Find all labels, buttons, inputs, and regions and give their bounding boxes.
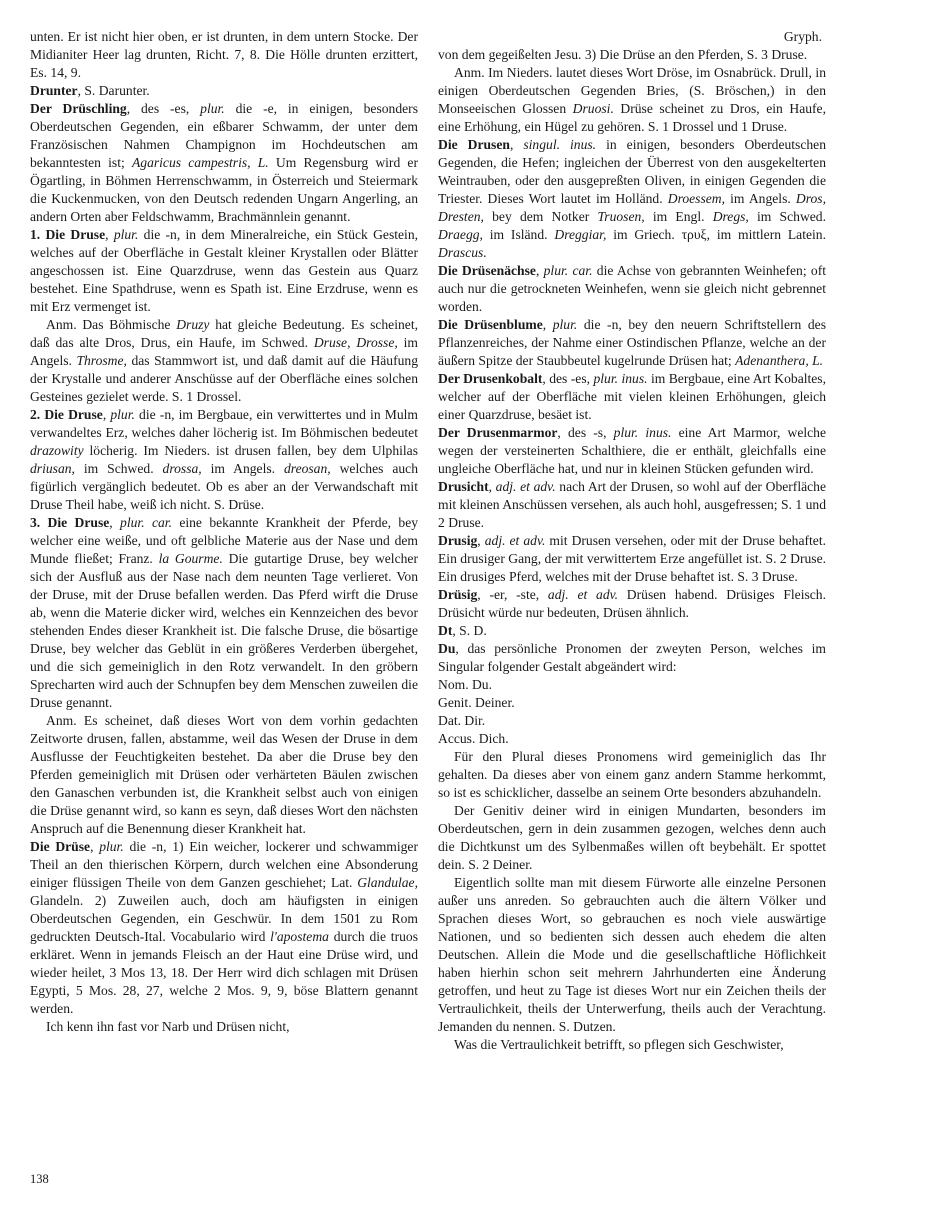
- entry-headword: Drunter: [30, 83, 78, 98]
- entry-headword: 2. Die Druse: [30, 407, 103, 422]
- entry-headword: Der Drusenkobalt: [438, 371, 543, 386]
- entry-text: im Angels.: [201, 461, 284, 476]
- entry-text: ,: [105, 227, 114, 242]
- entry-text: Um Regensburg wird er Ögartling, in Böhmen Herrenschwamm, in Österreich und Steiermark die Kuckenmucken, von den Deutsch redenden Ungarn Angerling, an andern Orten aber Feldschwamm, Brachmännlein genannt.: [30, 155, 418, 224]
- continuation-text: von dem gegeißelten Jesu. 3) Die Drüse an den Pferden, S. 3 Druse.: [438, 47, 808, 62]
- entry-text: welches auch figürlich vergänglich bedeutet. Ob es aber an der Verwandschaft mit Druse Theil habe, weiß ich nicht. S. Drüse.: [30, 461, 418, 512]
- entry-text: mit Drusen versehen, oder mit der Druse behaftet. Ein drusiger Gang, der mit verwittertem Erze angefüllet ist. S. 2 Druse. Ein drusiges Pferd, welches mit der Druse behaftet ist. S. 3 Druse.: [438, 533, 827, 584]
- italic-term: adj. et adv.: [547, 587, 619, 602]
- dictionary-entry: [438, 478, 826, 532]
- declension-line: [438, 712, 826, 730]
- dictionary-entry: [438, 316, 826, 370]
- italic-term: drossa,: [162, 461, 202, 476]
- entry-text: Genit. Deiner.: [438, 695, 515, 710]
- page-number: 138: [30, 1172, 49, 1186]
- italic-term: Druse, Drosse,: [313, 335, 398, 350]
- right-column-entries: [438, 64, 826, 1054]
- dictionary-entry: [438, 586, 826, 622]
- italic-term: plur.: [110, 407, 135, 422]
- entry-headword: 3. Die Druse: [30, 515, 110, 530]
- entry-text: Dat. Dir.: [438, 713, 486, 728]
- italic-term: drazowity: [30, 443, 84, 458]
- entry-text: Der Genitiv deiner wird in einigen Mundarten, besonders im Oberdeutschen, gern in dein zusammen gezogen, welches denn auch die Dichtkunst um des Sylbenmaßes willen oft beybehält. Er spottet dein. S. 2 Deiner.: [438, 803, 826, 872]
- entry-headword: Die Drusen: [438, 137, 510, 152]
- italic-term: plur. inus.: [593, 371, 648, 386]
- entry-text: Die gutartige Druse, bey welcher sich der Ausfluß aus der Nase nach dem neunten Tage verlieret. Von der Druse, mit der Druse befallen werden. Das Pferd wirft die Druse ab, wenn die Materie dicker wird, welches ein Kennzeichen des bevor stehenden Endes dieser Krankheit ist. Die falsche Druse, die bösartige Druse, bey welcher das Geblüt in ein größeres Verderben übergehet, und die sich gemeiniglich in den Rotz verwandelt. In den gröbern Sprecharten wird auch der Schnupfen bey dem Menschen zuweilen die Druse genannt.: [30, 551, 418, 710]
- italic-term: plur.: [99, 839, 124, 854]
- italic-term: Adenanthera, L.: [735, 353, 824, 368]
- declension-line: [438, 694, 826, 712]
- entry-text: die Achse von gebrannten Weinhefen; oft auch nur die getrockneten Weinhefen, wenn sie gleich nicht gebrennet worden.: [438, 263, 826, 314]
- dictionary-entry: [438, 640, 826, 676]
- entry-text: die -n, im Bergbaue, ein verwittertes und in Mulm verwandeltes Erz, welches daher löcherig ist. Im Böhmischen bedeutet: [30, 407, 418, 440]
- entry-text: die -e, in einigen, besonders Oberdeutschen Gegenden, ein eßbarer Schwamm, der unter dem Französischen Nahmen Champignon im Hochdeutschen am bekanntesten ist;: [30, 101, 419, 170]
- entry-text: in einigen, besonders Oberdeutschen Gegenden, die Hefen; ingleichen der Überrest von den ausgekelterten Weintrauben, oder den ausgepreßten Oliven, in einigen Gegenden die Triester. Dieses Wort lautet im Holländ.: [438, 137, 827, 206]
- right-column: [438, 28, 826, 1054]
- entry-text: Anm. Im Nieders. lautet dieses Wort Dröse, im Osnabrück. Drull, in einigen Oberdeutschen Gegenden Bries, (S. Bröschen,) in den Monseeischen Glossen: [438, 65, 826, 116]
- entry-text: Accus. Dich.: [438, 731, 509, 746]
- entry-text: löcherig. Im Nieders. ist drusen fallen, bey dem Ulphilas: [83, 443, 418, 458]
- entry-text: ,: [109, 515, 121, 530]
- entry-headword: Der Drüschling: [30, 101, 127, 116]
- entry-text: das Stammwort ist, und daß damit auf die Häufung der Krystalle und anderer Anschüsse auf der Oberfläche eines solchen Gesteines gezielet werde. S. 1 Drossel.: [30, 353, 419, 404]
- entry-text: ,: [542, 317, 553, 332]
- dictionary-entry: [30, 100, 418, 226]
- entry-text: im Angels.: [725, 191, 796, 206]
- entry-text: Nom. Du.: [438, 677, 492, 692]
- italic-term: Dregs,: [712, 209, 749, 224]
- dictionary-entry: [30, 316, 418, 406]
- dictionary-entry: [438, 64, 826, 136]
- italic-term: Droessem,: [667, 191, 726, 206]
- declension-line: [438, 676, 826, 694]
- dictionary-entry: [30, 1018, 418, 1036]
- italic-term: Draegg,: [438, 227, 483, 242]
- entry-text: , des -es,: [542, 371, 594, 386]
- entry-text: , S. Darunter.: [77, 83, 150, 98]
- italic-term: Druosi.: [572, 101, 614, 116]
- entry-text: im Griech. τρυξ, im mittlern Latein.: [606, 227, 826, 242]
- dictionary-entry: [30, 838, 418, 1018]
- dictionary-entry: [30, 226, 418, 316]
- entry-text: Glandeln. 2) Zuweilen auch, doch am häufigsten in einigen Oberdeutschen Gegenden, ein Geschwür. In dem 1501 zu Rom gedruckten Deutsch-Ital. Vocabulario wird: [30, 893, 418, 944]
- italic-term: singul. inus.: [523, 137, 597, 152]
- entry-text: Ich kenn ihn fast vor Narb und Drüsen nicht,: [46, 1019, 290, 1034]
- entry-text: ,: [488, 479, 496, 494]
- entry-text: Anm. Das Böhmische: [46, 317, 177, 332]
- italic-term: l'apostema: [270, 929, 329, 944]
- italic-term: dreosan,: [283, 461, 331, 476]
- italic-term: Dreggiar,: [554, 227, 607, 242]
- entry-text: ,: [102, 407, 111, 422]
- quote-attribution: Gryph.: [783, 29, 822, 44]
- italic-term: driusan,: [30, 461, 75, 476]
- italic-term: Throsme,: [76, 353, 127, 368]
- italic-term: adj. et adv.: [484, 533, 546, 548]
- entry-text: Für den Plural dieses Pronomens wird gemeiniglich das Ihr gehalten. Da dieses aber von einem ganz andern Stamme herkommt, so ist es schicklicher, dasselbe an seinem Orte besonders abzuhandeln.: [438, 749, 826, 800]
- dictionary-entry: [438, 262, 826, 316]
- dictionary-entry: [30, 712, 418, 838]
- entry-text: nach Art der Drusen, so wohl auf der Oberfläche mit kleinen Anschüssen versehen, als auch hohl, ausgefressen; S. 1 und 2 Druse.: [438, 479, 826, 530]
- italic-term: plur. car.: [120, 515, 172, 530]
- dictionary-entry: [438, 748, 826, 802]
- italic-term: adj. et adv.: [495, 479, 556, 494]
- entry-text: eine Art Marmor, welche wegen der versteinerten Schalthiere, die er enthält, gleichfalls eine ungleiche Oberfläche hat, und nur in kleinen Stücken gefunden wird.: [438, 425, 827, 476]
- entry-text: im Schwed.: [748, 209, 826, 224]
- italic-term: Agaricus campestris, L.: [131, 155, 269, 170]
- dictionary-entry: [438, 874, 826, 1036]
- entry-text: ,: [535, 263, 544, 278]
- italic-term: plur.: [200, 101, 225, 116]
- italic-term: Glandulae,: [357, 875, 418, 890]
- entry-text: die -n, 1) Ein weicher, lockerer und schwammiger Theil an den thierischen Körpern, durch welchen eine Absonderung einiger flüssigen Theile von dem Ganzen geschiehet; Lat.: [30, 839, 418, 890]
- entry-text: hat gleiche Bedeutung. Es scheinet, daß das alte Dros, Drus, ein Haufe, im Schwed.: [30, 317, 418, 350]
- entry-text: im Isländ.: [482, 227, 555, 242]
- dictionary-entry: [438, 370, 826, 424]
- italic-term: plur. inus.: [613, 425, 672, 440]
- entry-headword: Die Drüse: [30, 839, 91, 854]
- dictionary-entry: [438, 1036, 826, 1054]
- entry-text: Drüse scheinet zu Dros, ein Haufe, eine Erhöhung, ein Hügel zu gehören. S. 1 Drossel und 1 Druse.: [438, 101, 826, 134]
- entry-text: Anm. Es scheinet, daß dieses Wort von dem vorhin gedachten Zeitworte drusen, fallen, abstamme, weil das Wesen der Druse in dem Ausflusse der Feuchtigkeiten bestehet. Da aber die Druse bey den Pferden gemeiniglich mit Drüsen oder verhärteten Bäulen zwischen den Ganaschen verbunden ist, die Krankheit selbst auch von einigen die Drüse genannt wird, so kann es seyn, daß dieses Wort den nächsten Anspruch auf die Benennung dieser Krankheit hat.: [30, 713, 418, 836]
- italic-term: la Gourme.: [158, 551, 223, 566]
- entry-text: im Engl.: [644, 209, 713, 224]
- entry-text: die -n, in dem Mineralreiche, ein Stück Gestein, welches auf der Oberfläche in Gestalt kleiner Krystallen oder Blätter angeschossen ist. Eine Quarzdruse, wenn das Gestein aus Quarz bestehet. Eine Spathdruse, wenn es Spath ist. Eine Erzdruse, wenn es mit Erz vermenget ist.: [30, 227, 419, 314]
- entry-headword: Der Drusenmarmor: [438, 425, 558, 440]
- entry-text: Eigentlich sollte man mit diesem Fürworte alle einzelne Personen außer uns anreden. So gebrauchten auch die ältern Völker und Sprachen dieses Wort, so gebrauchen es noch viele auswärtige Nationen, und so bedienten sich dessen auch ehedem die alten Deutschen. Allein die Mode und die gesellschaftliche Höflichkeit haben hierhin schon seit mehrern Jahrhunderten eine Änderung getroffen, und heut zu Tage ist dieses Wort nur ein Zeichen theils der Vertraulichkeit, theils der Unterwerfung, theils auch der Verachtung. Jemanden du nennen. S. Dutzen.: [438, 875, 826, 1034]
- dictionary-entry: [438, 802, 826, 874]
- dictionary-entry: [30, 406, 418, 514]
- dictionary-entry: [30, 82, 418, 100]
- entry-headword: Die Drüsenblume: [438, 317, 543, 332]
- dictionary-entry: [438, 424, 826, 478]
- entry-text: eine bekannte Krankheit der Pferde, bey welcher eine weiße, und oft gelbliche Materie aus der Nase und dem Munde fließet; Franz.: [30, 515, 419, 566]
- entry-headword: Drusicht: [438, 479, 489, 494]
- italic-term: Drascus.: [438, 245, 487, 260]
- entry-headword: Die Drüsenächse: [438, 263, 536, 278]
- italic-term: plur. car.: [543, 263, 593, 278]
- entry-text: Drüsen habend. Drüsiges Fleisch. Drüsicht würde nur bedeuten, Drüsen ähnlich.: [438, 587, 826, 620]
- declension-line: [438, 730, 826, 748]
- entry-text: , des -es,: [126, 101, 201, 116]
- dictionary-entry: [438, 622, 826, 640]
- entry-headword: Drusig: [438, 533, 478, 548]
- entry-text: , des -s,: [557, 425, 614, 440]
- entry-text: im Angels.: [30, 335, 419, 368]
- italic-term: plur.: [552, 317, 578, 332]
- dictionary-entry: [438, 532, 826, 586]
- entry-headword: Drüsig: [438, 587, 478, 602]
- entry-text: ,: [477, 533, 485, 548]
- entry-headword: Dt: [438, 623, 453, 638]
- entry-text: unten. Er ist nicht hier oben, er ist drunten, in dem untern Stocke. Der Midianiter Heer lag drunten, Richt. 7, 8. Die Hölle drunten erzittert, Es. 14, 9.: [30, 29, 418, 80]
- italic-term: Truosen,: [597, 209, 645, 224]
- italic-term: Dros, Dresten,: [438, 191, 826, 224]
- left-column: [30, 28, 418, 1036]
- entry-text: die -n, bey den neuern Schriftstellern des Pflanzenreiches, der Nahme einer Ostindischen Pflanze, welche an der äußern Spitze der Staubbeutel kugelrunde Drüsen hat;: [438, 317, 826, 368]
- entry-text: , S. D.: [452, 623, 487, 638]
- dictionary-entry: [30, 28, 418, 82]
- entry-headword: 1. Die Druse: [30, 227, 106, 242]
- entry-text: durch die truos erkläret. Wenn in jemands Fleisch an der Haut eine Drüse wird, und wieder heilet, 3 Mos 13, 18. Der Herr wird dich schlagen mit Drüsen Egypti, 5 Mos. 28, 27, welche 2 Mos. 9, 9, böse Blattern genannt werden.: [30, 929, 418, 1016]
- entry-headword: Du: [438, 641, 456, 656]
- entry-text: ,: [509, 137, 524, 152]
- entry-text: im Schwed.: [74, 461, 163, 476]
- dictionary-entry: [438, 136, 826, 262]
- entry-text: , das persönliche Pronomen der zweyten Person, welches im Singular folgender Gestalt abgeändert wird:: [438, 641, 826, 674]
- entry-text: im Bergbaue, eine Art Kobaltes, welcher auf der Oberfläche mit vielen kleinen Erhöhungen, gleich einer Quarzdruse, besäet ist.: [438, 371, 826, 422]
- italic-term: plur.: [113, 227, 139, 242]
- entry-text: bey dem Notker: [483, 209, 598, 224]
- entry-text: , -er, -ste,: [477, 587, 548, 602]
- entry-text: Was die Vertraulichkeit betrifft, so pflegen sich Geschwister,: [454, 1037, 784, 1052]
- entry-text: ,: [90, 839, 100, 854]
- dictionary-entry: [30, 514, 418, 712]
- italic-term: Druzy: [176, 317, 210, 332]
